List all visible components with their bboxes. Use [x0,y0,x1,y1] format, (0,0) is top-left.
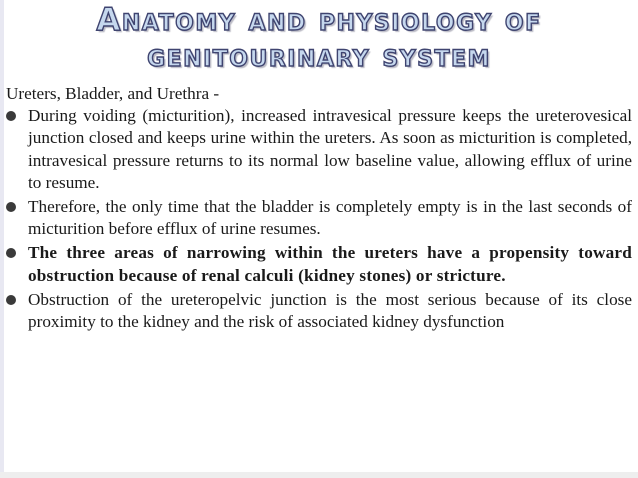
bullet-item-3 [6,242,632,286]
title-line-2: genitourinary system [147,38,491,74]
bullet-item-1 [6,105,632,194]
intro-heading: Ureters, Bladder, and Urethra - [6,84,220,103]
title-line-1: Anatomy and physiology of [96,2,542,38]
bullet-dot-icon [6,248,16,258]
bullet-text: Obstruction of the ureteropelvic junction is the most serious because of its close proximity to the kidney and the risk of associated kidney dysfunction [28,289,632,332]
bullet-dot-icon [6,202,16,212]
bullet-dot-icon [6,295,16,305]
bullet-item-2 [6,196,632,240]
bullet-text: During voiding (micturition), increased intravesical pressure keeps the ureterovesical junction closed and keeps urine within the ureters. As soon as micturition is completed, intravesical pressure returns to its normal low baseline value, allowing efflux of urine to resume. [28,106,632,192]
bullet-text: The three areas of narrowing within the ureters have a propensity toward obstruction because of renal calculi (kidney stones) or stricture. [28,243,632,285]
bullet-dot-icon [6,111,16,121]
slide-title [0,2,638,74]
bullet-item-4 [6,289,632,333]
bullet-text: Therefore, the only time that the bladder is completely empty is in the last seconds of micturition before efflux of urine resumes. [28,197,632,239]
slide-bottom-border [0,472,638,478]
slide-body [6,83,632,335]
